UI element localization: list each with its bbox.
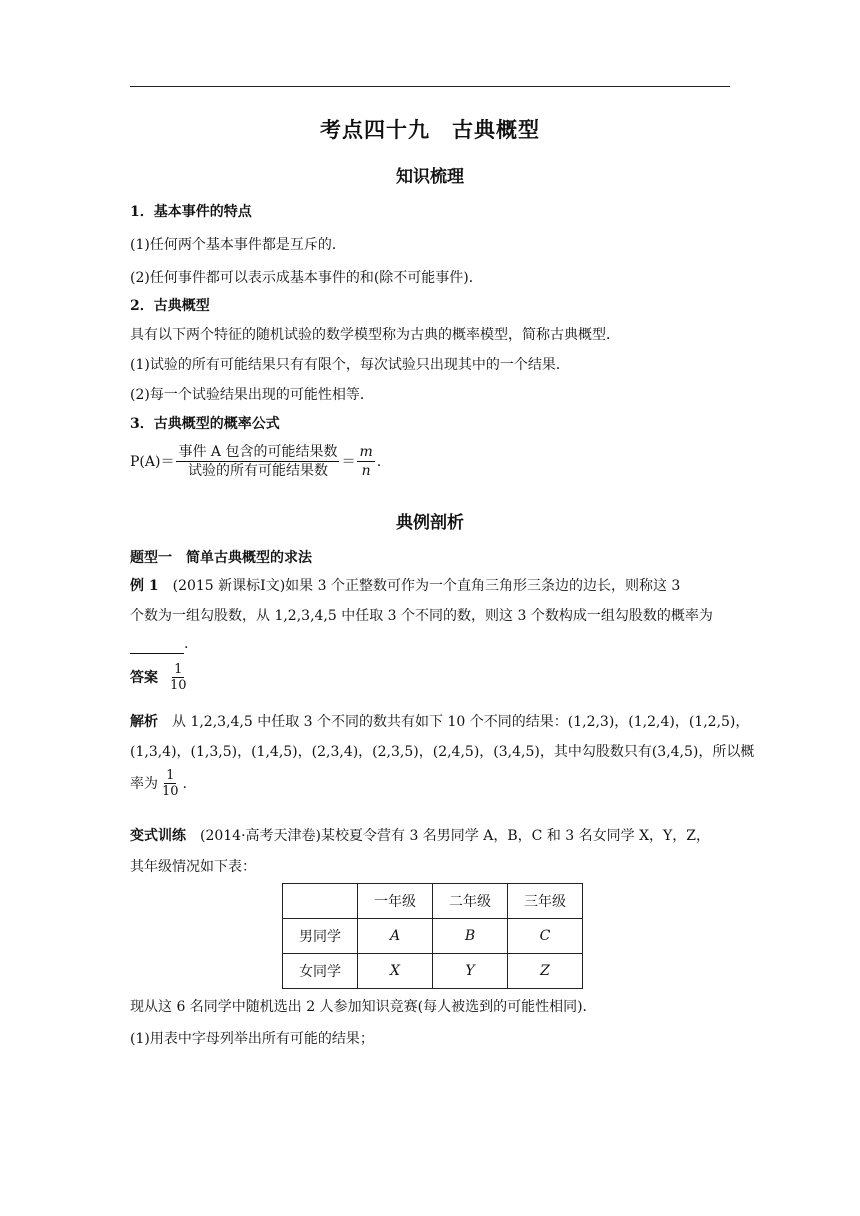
example1-period: .: [184, 636, 189, 652]
k1-item-a: (1)任何两个基本事件都是互斥的．: [130, 237, 346, 253]
answer-numerator: 1: [174, 662, 183, 677]
variant-line1: [130, 826, 710, 846]
question-1: (1)用表中字母列举出所有可能的结果；: [130, 1031, 374, 1047]
answer-blank: [130, 639, 184, 654]
example1-text: (2015 新课标Ⅰ文)如果 3 个正整数可作为一个直角三角形三条边的边长，则称这 3: [158, 578, 681, 594]
section-heading-knowledge: 知识梳理: [396, 167, 464, 187]
example1-line2: 个数为一组勾股数，从 1,2,3,4,5 中任取 3 个不同的数，则这 3 个数构成一组勾股数的概率为: [130, 608, 713, 624]
answer-label: 答案: [130, 669, 158, 686]
solution-fraction: [160, 768, 181, 799]
type1-heading: 题型一 简单古典概型的求法: [130, 550, 312, 566]
k2-item-a: (1)试验的所有可能结果只有有限个，每次试验只出现其中的一个结果．: [130, 357, 570, 373]
answer-row: [130, 662, 191, 693]
formula-fraction: [176, 443, 339, 480]
formula-denominator: 试验的所有可能结果数: [187, 463, 328, 479]
formula-n: n: [361, 463, 371, 479]
table-cell: A: [358, 919, 433, 954]
table-header-row: [283, 884, 583, 919]
table-cell: X: [358, 954, 433, 989]
k2-heading: 2．古典概型: [130, 298, 210, 314]
solution-line3: [130, 768, 187, 799]
probability-formula: [130, 443, 381, 480]
table-cell: B: [433, 919, 508, 954]
solution-label: 解析: [130, 714, 158, 730]
solution-line1: [130, 712, 749, 732]
k1-item-b: (2)任何事件都可以表示成基本事件的和(除不可能事件)．: [130, 270, 483, 286]
k2-intro: 具有以下两个特征的随机试验的数学模型称为古典的概率模型，简称古典概型．: [130, 327, 620, 343]
header-rule: [130, 86, 730, 87]
table-row: [283, 954, 583, 989]
table-cell: 男同学: [283, 919, 358, 954]
table-header-cell: 二年级: [433, 884, 508, 919]
formula-lhs: P(A)＝: [130, 453, 175, 470]
table-cell: Z: [508, 954, 583, 989]
page-title: 考点四十九 古典概型: [320, 117, 540, 142]
table-header-cell: 一年级: [358, 884, 433, 919]
example1-label: 例 1: [130, 578, 159, 594]
solution-text1: 从 1,2,3,4,5 中任取 3 个不同的数共有如下 10 个不同的结果：(1,2,3)，(1,2,4)，(1,2,5)，: [158, 714, 750, 730]
solution-numerator: 1: [166, 768, 175, 783]
formula-equals: ＝: [341, 453, 356, 470]
table-cell: 女同学: [283, 954, 358, 989]
variant-label: 变式训练: [130, 828, 186, 844]
solution-line2: (1,3,4)，(1,3,5)，(1,4,5)，(2,3,4)，(2,3,5)，(2,4,5)，(3,4,5)，其中勾股数只有(3,4,5)，所以概: [130, 744, 755, 760]
k2-item-b: (2)每一个试验结果出现的可能性相等．: [130, 387, 374, 403]
formula-mn-fraction: [357, 443, 374, 480]
solution-prefix: 率为: [130, 775, 158, 792]
answer-fraction: [168, 662, 189, 693]
k3-heading: 3．古典概型的概率公式: [130, 416, 280, 432]
variant-text1: (2014·高考天津卷)某校夏令营有 3 名男同学 A，B，C 和 3 名女同学 X，Y，Z，: [186, 828, 711, 844]
formula-m: m: [359, 444, 373, 460]
after-table-text: 现从这 6 名同学中随机选出 2 人参加知识竞赛(每人被选到的可能性相同)．: [130, 999, 597, 1015]
grade-table: [282, 883, 583, 989]
table-header-cell: [283, 884, 358, 919]
answer-denominator: 10: [170, 678, 187, 693]
section-heading-examples: 典例剖析: [396, 513, 464, 533]
k1-heading: 1．基本事件的特点: [130, 204, 252, 220]
solution-end: .: [182, 775, 187, 792]
example1-line3: [130, 634, 188, 654]
table-row: [283, 919, 583, 954]
solution-denominator: 10: [162, 784, 179, 799]
table-header-cell: 三年级: [508, 884, 583, 919]
example1-line1: [130, 576, 680, 596]
table-cell: Y: [433, 954, 508, 989]
table-cell: C: [508, 919, 583, 954]
formula-numerator: 事件 A 包含的可能结果数: [178, 444, 338, 460]
variant-line2: 其年级情况如下表：: [130, 859, 256, 875]
formula-end: .: [376, 453, 382, 470]
